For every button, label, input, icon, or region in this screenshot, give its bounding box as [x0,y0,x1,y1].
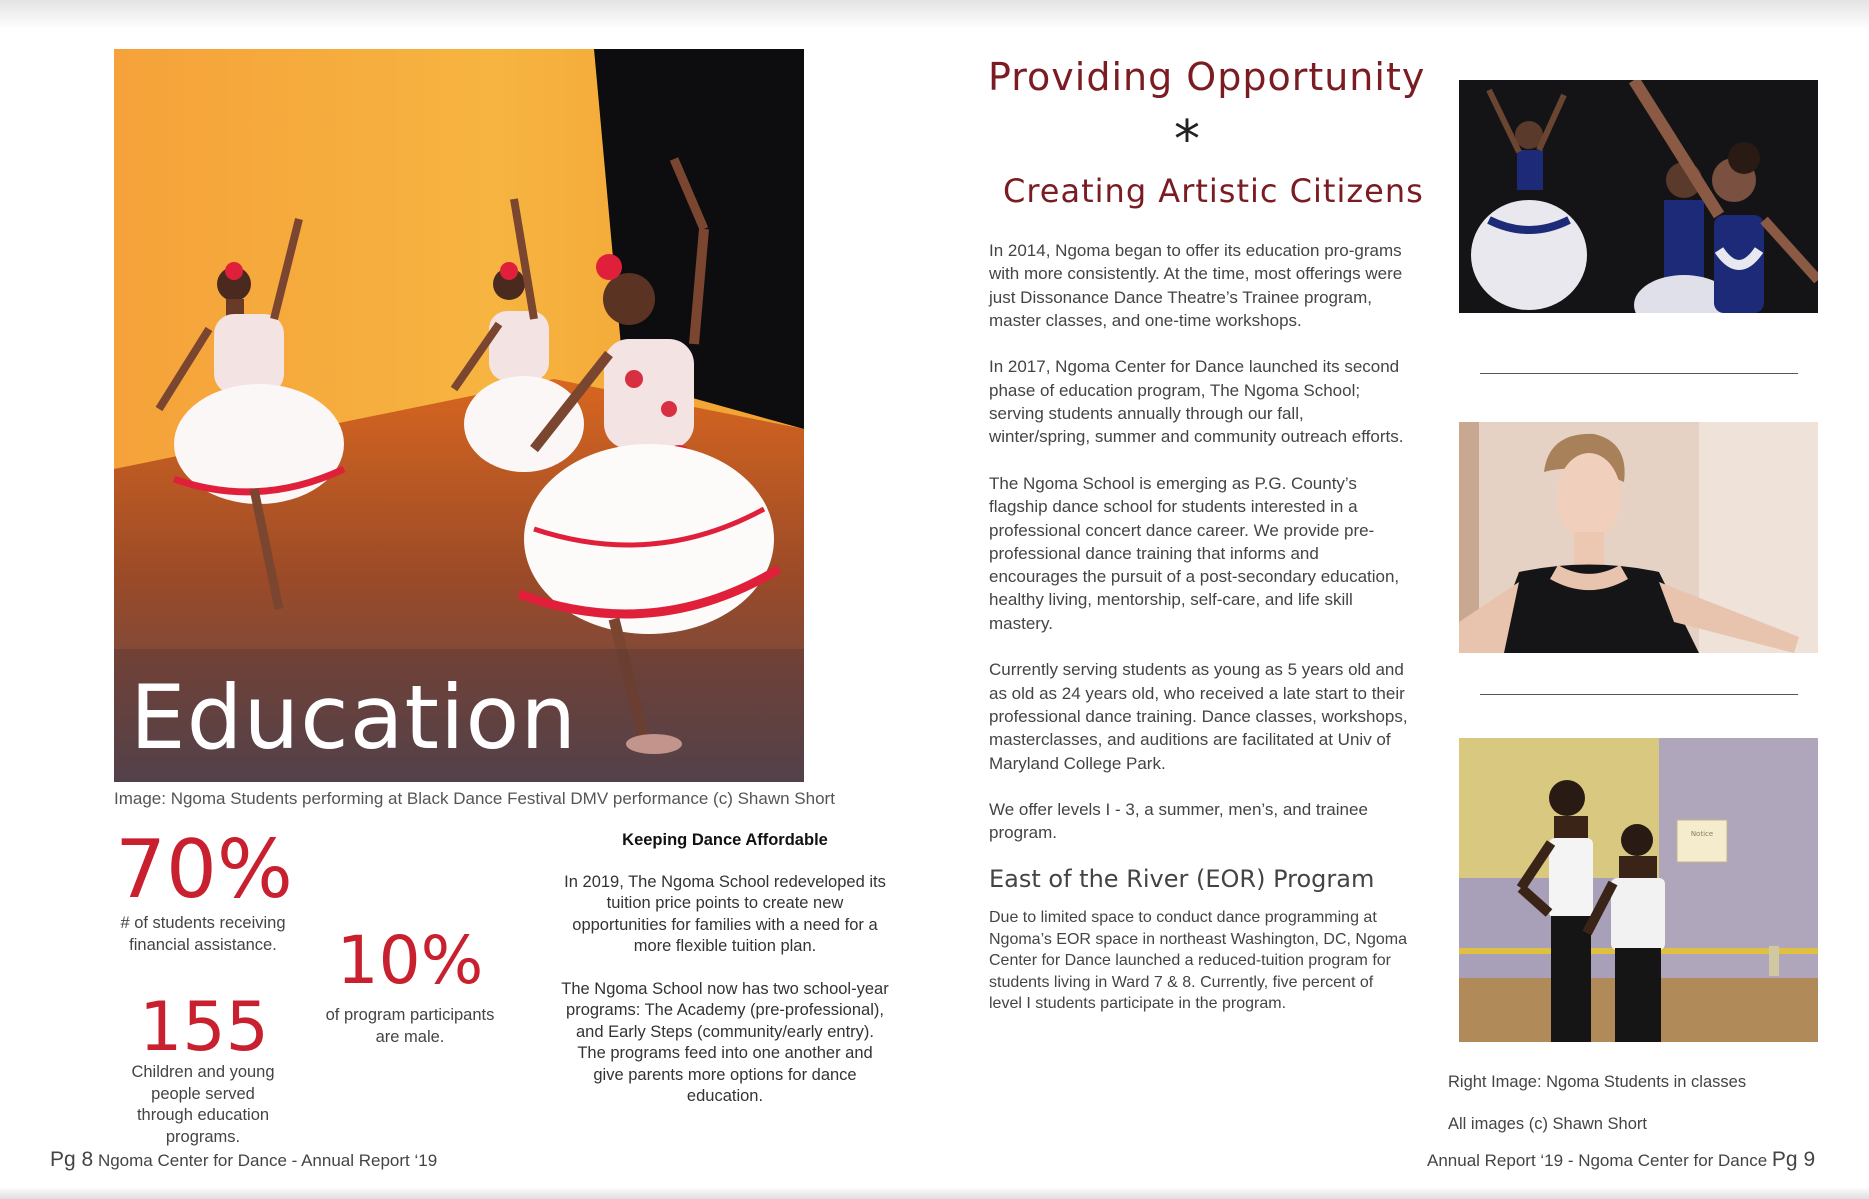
copyright-caption: All images (c) Shawn Short [1448,1115,1647,1133]
wall-notice-text: Notice [1690,830,1714,838]
affordable-section [560,830,890,1129]
section-subheading: Creating Artistic Citizens [1003,172,1424,210]
bottom-shadow [0,1187,1869,1199]
hero-title: Education [130,666,578,769]
eor-heading: East of the River (EOR) Program [989,865,1375,894]
body-paragraph: We offer levels I - 3, a summer, men’s, and trainee program. [989,800,1368,843]
photo-male-students [1459,738,1818,1042]
body-paragraph: In 2017, Ngoma Center for Dance launched its second phase of education program, The Ngoma School; serving students annually through our fall, winter/spring, summer and community outreach efforts. [989,357,1404,447]
photo-ballet-dancers [1459,80,1818,313]
affordable-paragraph: In 2019, The Ngoma School redeveloped its tuition price points to create new opportunities for families with a need for a more flexible tuition plan. [564,872,886,955]
footer-left [50,1148,437,1172]
right-image-caption: Right Image: Ngoma Students in classes [1448,1073,1747,1091]
stat-value-served: 155 [139,988,269,1067]
divider-rule [1480,694,1798,695]
footer-text: Ngoma Center for Dance - Annual Report ‘19 [97,1151,438,1170]
section-heading: Providing Opportunity [988,55,1426,99]
stat-label-served: Children and young people served through education programs. [131,1063,275,1146]
footer-right [1427,1148,1815,1172]
photo-student-portrait [1459,422,1818,653]
stat-value-male: 10% [336,922,484,999]
body-text-column [989,239,1409,1038]
page-number: Pg 9 [1771,1148,1816,1171]
body-paragraph: The Ngoma School is emerging as P.G. County’s flagship dance school for students interested in a professional concert dance career. We provide pre-professional dance training that informs and encourages the pursuit of a post-secondary education, healthy living, mentorship, self-care, and life skill mastery. [989,473,1400,633]
body-paragraph: Currently serving students as young as 5 years old and as old as 24 years old, who received a late start to their professional dance training. Dance classes, workshops, masterclasses, and auditions are facilitated at Univ of Maryland College Park. [989,660,1408,773]
body-paragraph: In 2014, Ngoma began to offer its education pro-grams with more consistently. At the time, most offerings were just Dissonance Dance Theatre’s Trainee program, master classes, and one-time workshops. [989,241,1403,330]
affordable-paragraph: The Ngoma School now has two school-year programs: The Academy (pre-professional), and Early Steps (community/early entry). The programs feed into one another and give parents more options for dance education. [561,979,889,1105]
stat-label-male: of program participants are male. [325,1006,495,1046]
asterisk-separator: * [1174,110,1200,170]
footer-text: Annual Report ‘19 - Ngoma Center for Dance [1427,1151,1768,1170]
top-shadow [0,0,1869,30]
page-number: Pg 8 [50,1148,94,1171]
eor-paragraph: Due to limited space to conduct dance programming at Ngoma’s EOR space in northeast Washington, DC, Ngoma Center for Dance launched a reduced-tuition program for students living in Ward 7 & 8. Currently, five percent of level I students participate in the program. [989,909,1407,1013]
image-caption: Image: Ngoma Students performing at Black Dance Festival DMV performance (c) Shawn Short [114,789,835,808]
stat-label-financial: # of students receiving financial assistance. [120,914,286,954]
affordable-heading: Keeping Dance Affordable [622,831,828,849]
divider-rule [1480,373,1798,374]
stat-value-financial: 70% [115,823,293,916]
